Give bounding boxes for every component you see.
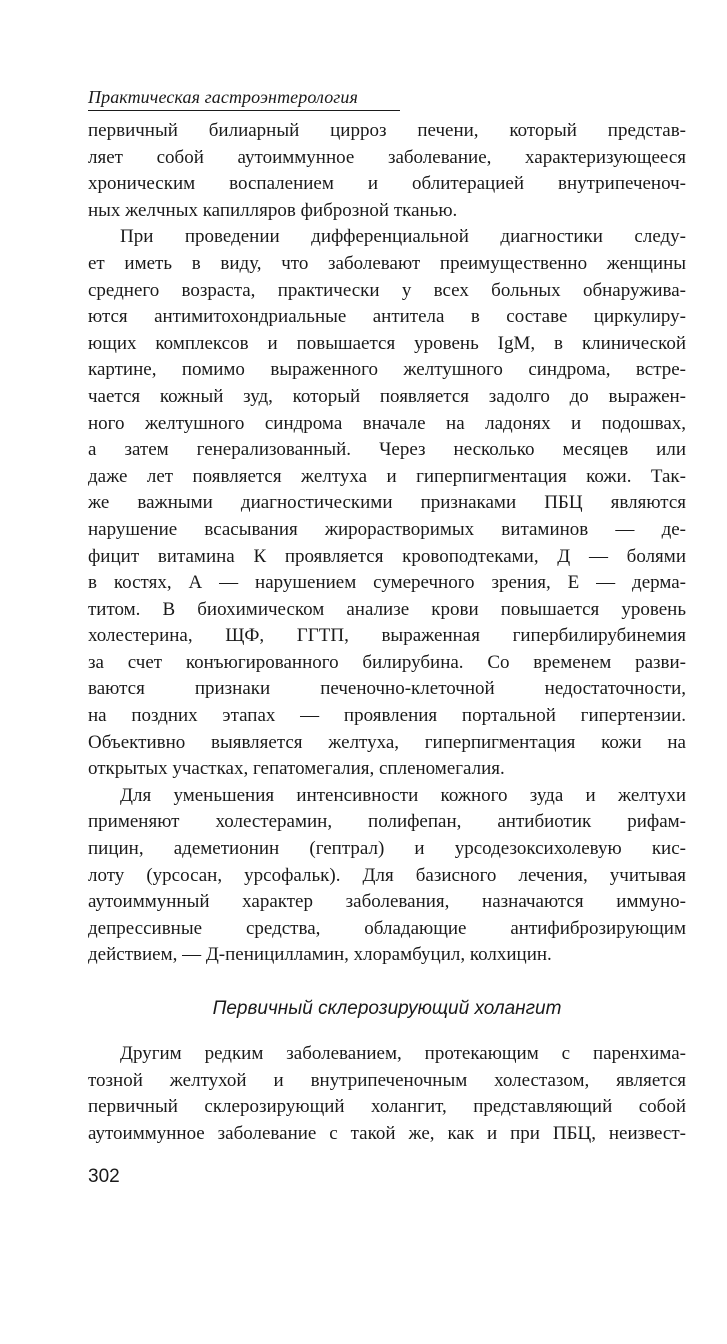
text-line: ет иметь в виду, что заболевают преимущественно женщины — [88, 252, 686, 274]
running-header: Практическая гастроэнтерология — [88, 86, 400, 111]
text-line: а затем генерализованный. Через несколько месяцев или — [88, 439, 686, 461]
text-line: лоту (урсосан, урсофальк). Для базисного лечения, учитывая — [88, 864, 686, 886]
paragraph-4 — [88, 1041, 686, 1147]
text-line: Объективно выявляется желтуха, гиперпигментация кожи на — [88, 731, 686, 753]
main-text-column — [88, 118, 686, 969]
text-line: первичный билиарный цирроз печени, который представ- — [88, 120, 686, 141]
text-line: ющих комплексов и повышается уровень IgM, в клинической — [88, 332, 686, 354]
text-line: Для уменьшения интенсивности кожного зуда и желтухи — [120, 784, 686, 806]
text-line: аутоиммунное заболевание с такой же, как и при ПБЦ, неизвест- — [88, 1122, 686, 1144]
text-line: аутоиммунный характер заболевания, назначаются иммуно- — [88, 891, 686, 913]
text-line: открытых участках, гепатомегалия, спленомегалия. — [88, 758, 505, 780]
text-line: картине, помимо выраженного желтушного синдрома, встре- — [88, 359, 686, 381]
text-line: ваются признаки печеночно-клеточной недостаточности, — [88, 678, 686, 700]
text-line: в костях, А — нарушением сумеречного зрения, Е — дерма- — [88, 572, 686, 594]
text-line: ных желчных капилляров фиброзной тканью. — [88, 199, 458, 221]
paragraph-3 — [88, 783, 686, 969]
text-line: депрессивные средства, обладающие антифиброзирующим — [88, 917, 686, 939]
text-line: пицин, адеметионин (гептрал) и урсодезоксихолевую кис- — [88, 838, 686, 860]
text-line: действием, — Д-пеницилламин, хлорамбуцил, колхицин. — [88, 944, 552, 966]
text-line: Другим редким заболеванием, протекающим с паренхима- — [120, 1043, 686, 1064]
text-line: фицит витамина К проявляется кровоподтеками, Д — болями — [88, 545, 686, 567]
text-line: тозной желтухой и внутрипеченочным холестазом, является — [88, 1069, 686, 1091]
text-line: ляет собой аутоиммунное заболевание, характеризующееся — [88, 146, 686, 168]
page-number: 302 — [88, 1166, 120, 1187]
text-line: применяют холестерамин, полифепан, антибиотик рифам- — [88, 811, 686, 833]
text-line: за счет конъюгированного билирубина. Со временем разви- — [88, 651, 686, 673]
text-line: ного желтушного синдрома вначале на ладонях и подошвах, — [88, 412, 686, 434]
text-line: хроническим воспалением и облитерацией внутрипеченоч- — [88, 173, 686, 195]
paragraph-1 — [88, 118, 686, 224]
text-line: При проведении дифференциальной диагностики следу- — [120, 226, 686, 248]
text-line: первичный склерозирующий холангит, представляющий собой — [88, 1096, 686, 1118]
text-line: на поздних этапах — проявления портальной гипертензии. — [88, 705, 686, 727]
text-line: ются антимитохондриальные антитела в составе циркулиру- — [88, 306, 686, 328]
text-line: нарушение всасывания жирорастворимых витаминов — де- — [88, 518, 686, 540]
section-heading: Первичный склерозирующий холангит — [212, 998, 562, 1019]
paragraph-2 — [88, 224, 686, 782]
text-line: чается кожный зуд, который появляется задолго до выражен- — [88, 385, 686, 407]
text-line: же важными диагностическими признаками ПБЦ являются — [88, 492, 686, 514]
text-line: холестерина, ЩФ, ГГТП, выраженная гипербилирубинемия — [88, 625, 686, 647]
text-line: среднего возраста, практически у всех больных обнаружива- — [88, 279, 686, 301]
text-line: титом. В биохимическом анализе крови повышается уровень — [88, 598, 686, 620]
text-line: даже лет появляется желтуха и гиперпигментация кожи. Так- — [88, 465, 686, 487]
section-text-column — [88, 1041, 686, 1147]
